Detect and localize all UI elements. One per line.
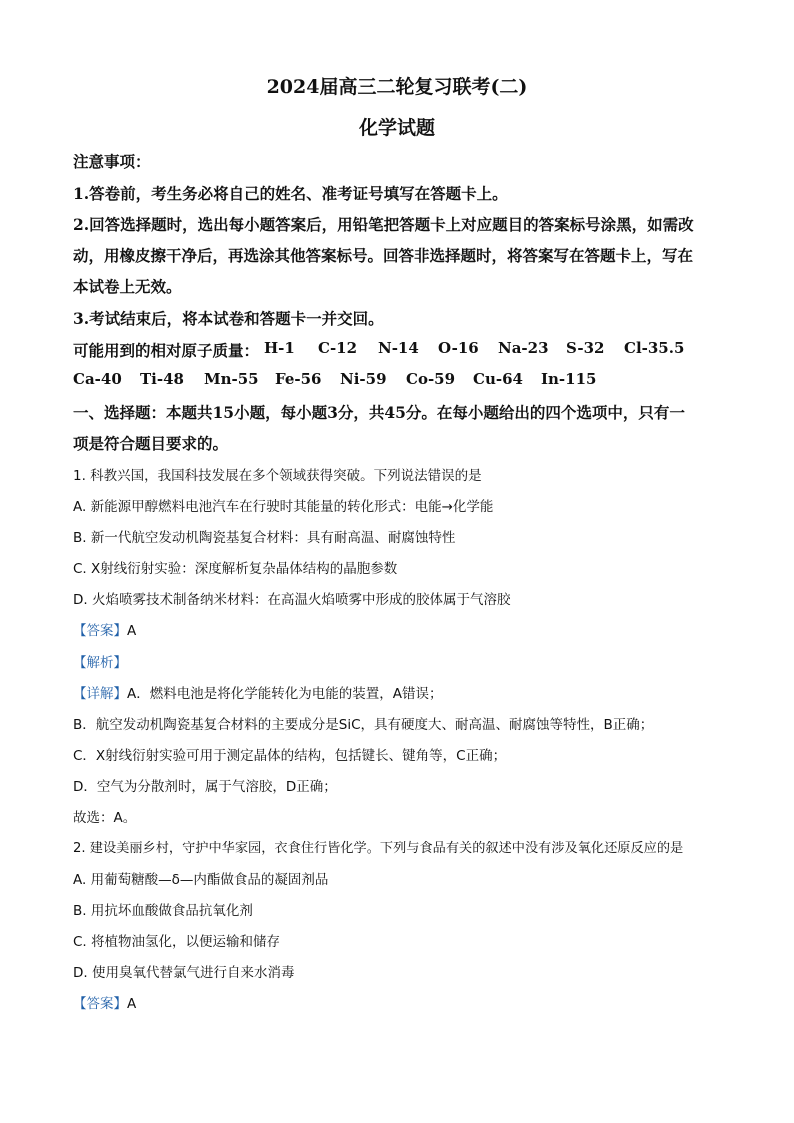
question-1-analysis: [73, 651, 127, 671]
answer-tag: 【答案】: [73, 996, 127, 1012]
detail-text: A．燃料电池是将化学能转化为电能的装置，A错误；: [127, 686, 443, 702]
answer-value: A: [127, 996, 137, 1012]
section-heading: 一、选择题：本题共15小题，每小题3分，共45分。在每小题给出的四个选项中，只有一: [73, 403, 685, 422]
answer-tag: 【答案】: [73, 623, 127, 639]
exam-title: 2024届高三二轮复习联考(二): [266, 76, 528, 98]
analysis-tag: 【解析】: [73, 655, 127, 671]
atomic-mass-label: 可能用到的相对原子质量：: [73, 341, 260, 360]
question-1-option-b: B. 新一代航空发动机陶瓷基复合材料：具有耐高温、耐腐蚀特性: [73, 530, 456, 546]
question-1-detail-b: B．航空发动机陶瓷基复合材料的主要成分是SiC，具有硬度大、耐高温、耐腐蚀等特性，B正确；: [73, 717, 654, 733]
notice-item-1: 1.答卷前，考生务必将自己的姓名、准考证号填写在答题卡上。: [73, 184, 508, 203]
detail-tag: 【详解】: [73, 686, 127, 702]
question-2-option-b: B. 用抗坏血酸做食品抗氧化剂: [73, 903, 253, 919]
question-1-conclusion: 故选：A。: [73, 810, 137, 826]
atomic-mass: H-1: [264, 339, 295, 357]
notice-item-2: 2.回答选择题时，选出每小题答案后，用铅笔把答题卡上对应题目的答案标号涂黑，如需改: [73, 215, 694, 234]
atomic-mass: Na-23: [498, 339, 549, 357]
question-1-detail-c: C．X射线衍射实验可用于测定晶体的结构，包括键长、键角等，C正确；: [73, 748, 507, 764]
question-1-stem: 1. 科教兴国，我国科技发展在多个领域获得突破。下列说法错误的是: [73, 468, 482, 484]
atomic-mass: Co-59: [406, 370, 456, 388]
atomic-mass: Mn-55: [204, 370, 259, 388]
question-1-option-a: A. 新能源甲醇燃料电池汽车在行驶时其能量的转化形式：电能→化学能: [73, 499, 494, 515]
exam-subject: 化学试题: [358, 117, 435, 139]
atomic-mass: Fe-56: [275, 370, 322, 388]
notice-item-2-end: 本试卷上无效。: [73, 277, 182, 296]
question-2-option-a: A. 用葡萄糖酸—δ—内酯做食品的凝固剂品: [73, 872, 329, 888]
atomic-mass: Ti-48: [140, 370, 184, 388]
atomic-mass: Ca-40: [73, 370, 122, 388]
question-1-answer: [73, 619, 136, 639]
atomic-mass: Cl-35.5: [624, 339, 685, 357]
question-1-option-d: D. 火焰喷雾技术制备纳米材料：在高温火焰喷雾中形成的胶体属于气溶胶: [73, 592, 511, 608]
atomic-mass: S-32: [566, 339, 605, 357]
section-heading-cont: 项是符合题目要求的。: [73, 434, 229, 453]
atomic-mass: N-14: [378, 339, 419, 357]
atomic-mass: C-12: [318, 339, 358, 357]
atomic-mass: O-16: [438, 339, 479, 357]
question-1-detail-a: [73, 682, 442, 702]
question-1-option-c: C. X射线衍射实验：深度解析复杂晶体结构的晶胞参数: [73, 561, 398, 577]
atomic-mass: Cu-64: [473, 370, 523, 388]
notice-heading: 注意事项：: [73, 152, 151, 171]
notice-item-3: 3.考试结束后，将本试卷和答题卡一并交回。: [73, 309, 384, 328]
notice-item-2-cont: 动，用橡皮擦干净后，再选涂其他答案标号。回答非选择题时，将答案写在答题卡上，写在: [73, 246, 694, 265]
answer-value: A: [127, 623, 137, 639]
question-2-stem: 2. 建设美丽乡村，守护中华家园，衣食住行皆化学。下列与食品有关的叙述中没有涉及氧化还原反应的是: [73, 841, 684, 856]
question-2-option-d: D. 使用臭氧代替氯气进行自来水消毒: [73, 965, 295, 981]
question-2-option-c: C. 将植物油氢化，以便运输和储存: [73, 934, 281, 950]
atomic-mass: In-115: [541, 370, 597, 388]
question-2-answer: [73, 992, 136, 1012]
atomic-mass: Ni-59: [340, 370, 387, 388]
question-1-detail-d: D．空气为分散剂时，属于气溶胶，D正确；: [73, 779, 337, 795]
